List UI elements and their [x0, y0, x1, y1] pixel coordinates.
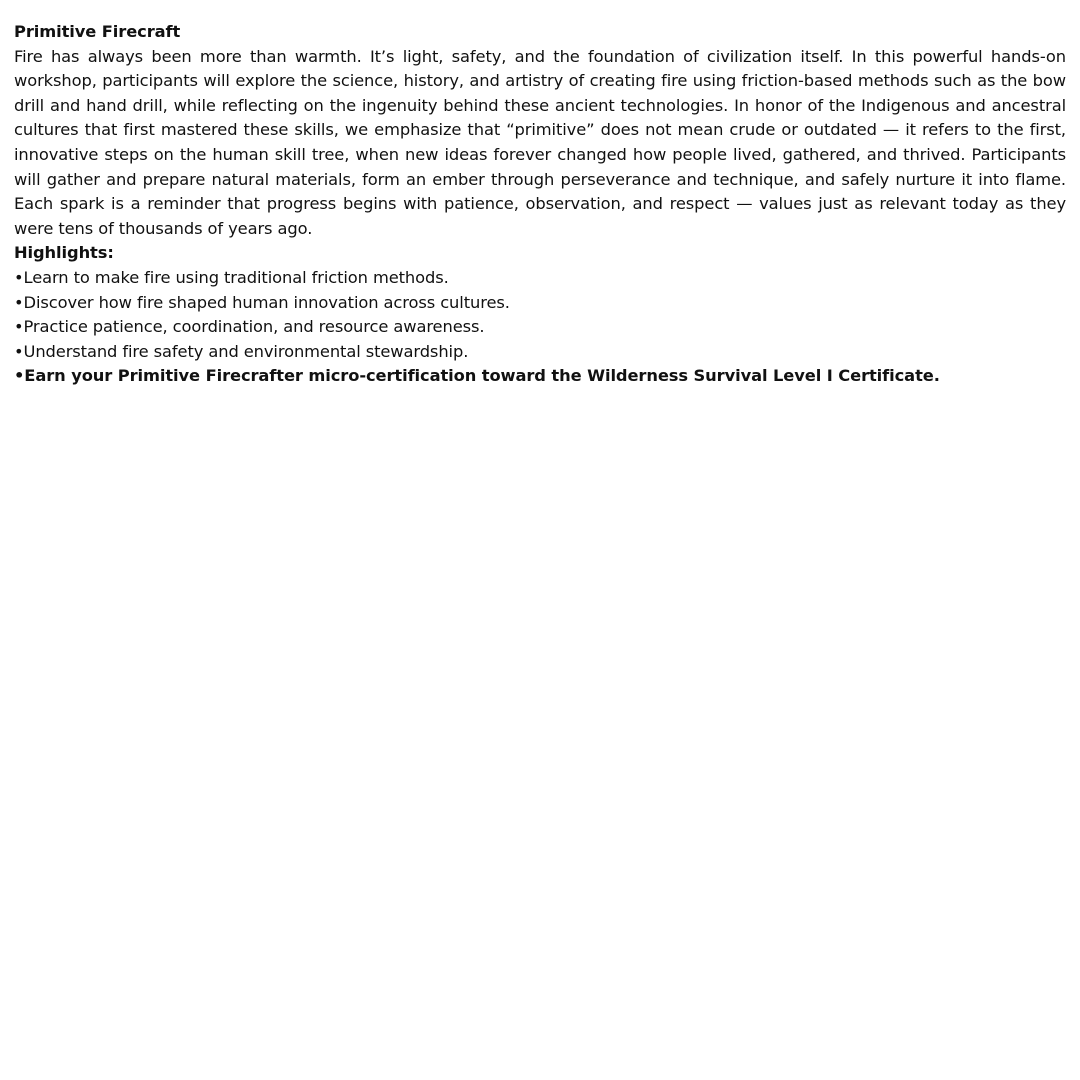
document [14, 20, 1066, 389]
highlight-item: •Understand fire safety and environmental stewardship. [14, 341, 469, 361]
highlight-item: •Discover how fire shaped human innovation across cultures. [14, 292, 510, 312]
description-paragraph: Fire has always been more than warmth. It’s light, safety, and the foundation of civilization itself. In this powerful hands-on workshop, participants will explore the science, history, and artistry of creating fire using friction-based methods such as the bow drill and hand drill, while reflecting on the ingenuity behind these ancient technologies. In honor of the Indigenous and ancestral cultures that first mastered these skills, we emphasize that “primitive” does not mean crude or outdated — it refers to the first, innovative steps on the human skill tree, when new ideas forever changed how people lived, gathered, and thrived. Participants will gather and prepare natural materials, form an ember through perseverance and technique, and safely nurture it into flame. Each spark is a reminder that progress begins with patience, observation, and respect — values just as relevant today as they were tens of thousands of years ago. [14, 46, 1066, 238]
highlights-heading: Highlights: [14, 243, 114, 263]
highlight-item-certification: •Earn your Primitive Firecrafter micro-certification toward the Wilderness Survival Level I Certificate. [14, 366, 940, 386]
highlight-item: •Learn to make fire using traditional friction methods. [14, 267, 449, 287]
highlights-list [14, 266, 1066, 389]
highlight-item: •Practice patience, coordination, and resource awareness. [14, 317, 485, 337]
document-title: Primitive Firecraft [14, 22, 181, 41]
